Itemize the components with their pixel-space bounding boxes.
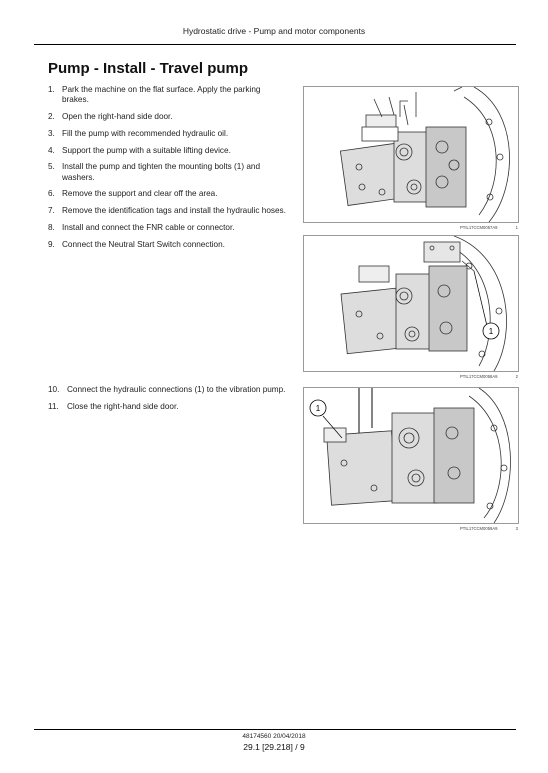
figure-code: PTIL17CCM0058A9 xyxy=(460,374,498,379)
list-item xyxy=(48,402,288,412)
list-item xyxy=(48,189,288,199)
header-divider xyxy=(34,44,516,45)
callout-label: 1 xyxy=(315,404,321,413)
list-item xyxy=(48,85,288,105)
header-title: Hydrostatic drive - Pump and motor components xyxy=(182,26,366,36)
pump-drawing xyxy=(304,236,518,371)
step-text: Connect the Neutral Start Switch connection. xyxy=(62,239,225,249)
step-text: Park the machine on the flat surface. Apply the parking brakes. xyxy=(62,85,261,105)
pump-illustration-2 xyxy=(303,235,519,372)
figure-code: PTIL17CCM0057A9 xyxy=(460,225,498,230)
list-item xyxy=(48,240,288,250)
list-item xyxy=(48,206,288,216)
step-text: Support the pump with a suitable lifting device. xyxy=(62,145,231,155)
figure-number: 3 xyxy=(515,526,518,531)
step-number: 11. xyxy=(48,401,59,411)
list-item xyxy=(48,112,288,122)
steps-list xyxy=(48,85,288,257)
step-text: Close the right-hand side door. xyxy=(67,401,179,411)
step-number: 8. xyxy=(48,222,55,232)
list-item xyxy=(48,162,288,182)
callout-label: 1 xyxy=(488,327,494,336)
footer-divider xyxy=(34,729,516,730)
pump-illustration-3 xyxy=(303,387,519,524)
figure-number: 1 xyxy=(515,225,518,230)
figure-caption xyxy=(460,526,518,531)
figure-caption xyxy=(460,225,518,230)
step-text: Fill the pump with recommended hydraulic oil. xyxy=(62,128,229,138)
step-number: 9. xyxy=(48,239,55,249)
page-title: Pump - Install - Travel pump xyxy=(48,60,249,77)
step-number: 2. xyxy=(48,112,55,121)
step-text: Remove the identification tags and install the hydraulic hoses. xyxy=(62,206,286,216)
pump-drawing xyxy=(304,87,518,222)
figure-code: PTIL17CCM0059A9 xyxy=(460,526,498,531)
list-item xyxy=(48,223,288,233)
step-number: 7. xyxy=(48,206,55,216)
step-number: 4. xyxy=(48,145,55,155)
step-number: 10. xyxy=(48,385,60,394)
step-text: Remove the support and clear off the area. xyxy=(62,189,218,199)
list-item xyxy=(48,385,288,395)
step-number: 1. xyxy=(48,85,55,94)
step-number: 3. xyxy=(48,128,55,138)
step-text: Install and connect the FNR cable or connector. xyxy=(62,222,235,232)
footer-page-ref: 29.1 [29.218] / 9 xyxy=(243,742,305,752)
footer-doc-code: 48174560 20/04/2018 xyxy=(242,733,306,740)
steps-list xyxy=(48,385,288,419)
step-number: 6. xyxy=(48,189,55,199)
step-text: Install the pump and tighten the mounting bolts (1) and washers. xyxy=(62,162,260,182)
step-number: 5. xyxy=(48,162,55,172)
figure-number: 2 xyxy=(515,374,518,379)
step-text: Open the right-hand side door. xyxy=(62,112,173,121)
list-item xyxy=(48,146,288,156)
step-text: Connect the hydraulic connections (1) to the vibration pump. xyxy=(67,385,286,394)
pump-drawing xyxy=(304,388,518,523)
list-item xyxy=(48,129,288,139)
pump-illustration-1 xyxy=(303,86,519,223)
figure-caption xyxy=(460,374,518,379)
